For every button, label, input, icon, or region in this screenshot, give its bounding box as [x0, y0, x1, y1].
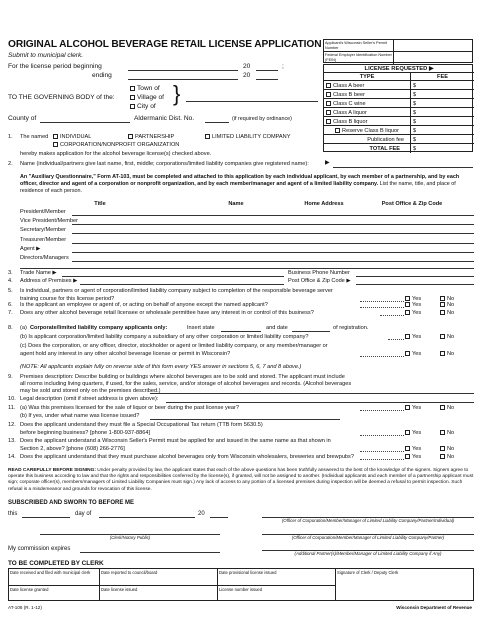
no-checkbox[interactable]: [440, 334, 445, 339]
total-fee-field[interactable]: [410, 144, 474, 153]
auxiliary-rest: List the name, title, and place of residence of each person.: [20, 180, 456, 194]
no-label: No: [447, 429, 455, 436]
question-number: 7.: [8, 310, 13, 316]
commission-field[interactable]: [80, 552, 220, 553]
yes-option[interactable]: [405, 310, 421, 317]
license-fee-field[interactable]: [410, 117, 474, 126]
alderman-note: (if required by ordinance): [232, 116, 292, 122]
question-text: (c) Does the corporation, or any officer, director, stockholder or agent or limited liability company, or any member/manager or: [20, 343, 328, 349]
officer-row-label: Agent ▶: [20, 245, 41, 252]
llc-checkbox[interactable]: [205, 134, 210, 139]
q9-line3: may be sold and stored only on the premises described.): [20, 388, 161, 394]
yes-checkbox[interactable]: [405, 454, 410, 459]
this-label: this: [8, 511, 18, 517]
clerk-date-provisional[interactable]: Date provisional license issued: [218, 569, 336, 586]
no-option[interactable]: [440, 454, 454, 461]
q8a-state-field[interactable]: [221, 331, 261, 332]
q8a-label: (a): [20, 325, 27, 331]
dollar-sign: $: [413, 109, 417, 116]
commission-label: My commission expires: [8, 546, 71, 552]
business-phone-label: Business Phone Number: [288, 270, 350, 276]
applicant-name-field[interactable]: [333, 167, 473, 168]
no-option[interactable]: [440, 334, 454, 341]
fein-label: Federal Employer Identification Number (FEIN): [324, 52, 394, 64]
no-checkbox[interactable]: [440, 454, 445, 459]
license-row[interactable]: [324, 90, 474, 99]
clerk-heading: TO BE COMPLETED BY CLERK: [8, 560, 104, 567]
no-checkbox[interactable]: [440, 430, 445, 435]
yes-label: Yes: [412, 334, 422, 340]
premises-description-field[interactable]: [150, 393, 474, 394]
fein-field[interactable]: [394, 52, 472, 64]
dollar-sign: $: [413, 145, 417, 152]
year-prefix: 20: [243, 63, 251, 70]
yes-checkbox[interactable]: [405, 446, 410, 451]
sellers-permit-field[interactable]: [394, 40, 472, 52]
day-field[interactable]: [22, 517, 70, 518]
yes-option[interactable]: [405, 334, 421, 341]
question-number: 11.: [8, 405, 16, 411]
question-text: Does the applicant understand they must file a Special Occupational Tax return (TTB form 5630.5): [20, 422, 263, 428]
leader-dots: [360, 410, 404, 411]
yes-option[interactable]: [405, 446, 421, 453]
village-label: Village of: [137, 94, 165, 101]
dollar-sign: $: [413, 100, 417, 107]
individual-option[interactable]: [53, 134, 91, 141]
license-checkbox[interactable]: [326, 110, 331, 115]
question-number: 12.: [8, 422, 16, 428]
clerk-notary-caption: (Clerk/Notary Public): [109, 535, 151, 540]
city-option[interactable]: [130, 103, 156, 111]
partnership-option[interactable]: [128, 134, 174, 141]
question-number: 5.: [8, 288, 13, 294]
officer-column-header: Home Address: [304, 201, 344, 207]
q8a-bold: Corporate/limited liability company applicants only:: [30, 325, 168, 331]
question-text: training course for this license period?: [20, 295, 115, 302]
no-checkbox[interactable]: [440, 351, 445, 356]
license-row[interactable]: [324, 117, 474, 126]
yes-label: Yes: [412, 454, 422, 460]
license-type-label: Class B beer: [333, 91, 366, 98]
fee-column: FEE: [410, 73, 474, 81]
yes-option[interactable]: [405, 302, 421, 309]
question-number: 6.: [8, 302, 13, 308]
sworn-year-field[interactable]: [210, 517, 228, 518]
q4-number: 4.: [8, 278, 13, 284]
officer-column-header: Name: [228, 201, 244, 207]
yes-checkbox[interactable]: [405, 310, 410, 315]
department-name: Wisconsin Department of Revenue: [396, 605, 472, 610]
address-premises-label: Address of Premises ▶: [20, 278, 78, 284]
signature-3-caption: (Additional Partner(s)/Member/Manager of Limited Liability Company if Any): [294, 551, 442, 556]
month-field[interactable]: [99, 517, 195, 518]
yes-option[interactable]: [405, 405, 421, 412]
license-type-label: Class A beer: [333, 82, 365, 89]
q9-number: 9.: [8, 374, 13, 380]
yes-checkbox[interactable]: [405, 430, 410, 435]
license-row[interactable]: [324, 99, 474, 108]
leader-dots: [360, 451, 404, 452]
license-fee-field[interactable]: [410, 90, 474, 99]
yes-checkbox[interactable]: [405, 334, 410, 339]
q2-text: Name (individual/partners give last name, first, middle; corporations/limited liability companies give registered name):: [20, 161, 309, 167]
dollar-sign: $: [413, 91, 417, 98]
corp-checkbox[interactable]: [53, 142, 58, 147]
question-text: (a) Was this premises licensed for the sale of liquor or beer during the past license year?: [20, 405, 239, 411]
q2-number: 2.: [8, 161, 13, 167]
license-fee-field[interactable]: [410, 81, 474, 90]
business-phone-field[interactable]: [356, 276, 474, 277]
po-zip-label: Post Office & Zip Code ▶: [288, 278, 351, 284]
no-label: No: [447, 302, 455, 308]
question-text: Does any other alcohol beverage retail licensee or wholesale permittee have any interest in or control of this business?: [20, 310, 314, 316]
no-label: No: [447, 295, 455, 302]
city-checkbox[interactable]: [130, 104, 135, 109]
leader-dots: [380, 315, 404, 316]
no-label: No: [447, 405, 455, 411]
brace: }: [173, 81, 181, 106]
officer-row-label: Directors/Managers: [20, 255, 69, 261]
year-prefix-end: 20: [243, 72, 251, 79]
q11b-field[interactable]: [150, 419, 340, 420]
question-text: Is individual, partners or agent of corporation/limited liability company subject to completion of the responsible beverage server: [20, 288, 333, 294]
question-number: 13.: [8, 438, 16, 444]
read-carefully-paragraph: [8, 468, 474, 493]
signature-1-caption: (Officer of Corporation/Member/Manager of Limited Liability Company/Partner/Individual): [281, 518, 455, 523]
yes-label: Yes: [412, 295, 422, 302]
clerk-date-granted[interactable]: Date license granted: [9, 586, 100, 601]
permit-box: [323, 39, 473, 63]
yes-label: Yes: [412, 429, 422, 436]
license-checkbox[interactable]: [326, 92, 331, 97]
license-fee-field[interactable]: [410, 108, 474, 117]
license-row[interactable]: [324, 108, 474, 117]
q11b-text: (b) If yes, under what name was license issued?: [20, 413, 140, 419]
q10-number: 10.: [8, 396, 16, 402]
officer-row-field[interactable]: [72, 224, 474, 225]
directors-extra-line[interactable]: [20, 268, 474, 269]
yes-option[interactable]: [405, 454, 421, 461]
no-checkbox[interactable]: [440, 446, 445, 451]
q8a-registration: of registration.: [333, 325, 369, 331]
officer-row-field[interactable]: [72, 215, 474, 216]
license-row[interactable]: [324, 126, 474, 135]
no-option[interactable]: [440, 302, 454, 309]
license-type-label: Reserve Class B liquor: [342, 127, 399, 134]
form-id: AT-106 (R. 1-12): [8, 605, 42, 610]
question-text: Is the applicant an employee or agent of, or acting on behalf of anyone except the named applicant?: [20, 302, 268, 308]
clerk-date-issued[interactable]: Date license issued: [100, 586, 218, 601]
license-type-label: Publication fee: [367, 136, 404, 143]
license-type-label: Class C wine: [333, 100, 366, 107]
no-label: No: [447, 445, 455, 452]
no-option[interactable]: [440, 446, 454, 453]
license-checkbox[interactable]: [326, 83, 331, 88]
total-fee-row[interactable]: [324, 144, 474, 153]
auxiliary-instructions: [20, 174, 475, 195]
no-label: No: [447, 454, 455, 460]
yes-checkbox[interactable]: [405, 405, 410, 410]
form-title: ORIGINAL ALCOHOL BEVERAGE RETAIL LICENSE APPLICATION: [8, 39, 322, 50]
total-fee-label: TOTAL FEE: [369, 145, 400, 152]
yes-label: Yes: [412, 350, 422, 357]
county-label: County of: [8, 115, 37, 122]
officer-row-label: Treasurer/Member: [20, 236, 67, 243]
leader-dots: [360, 301, 404, 302]
leader-dots: [360, 307, 404, 308]
trade-name-field[interactable]: [62, 276, 284, 277]
legal-description-field[interactable]: [166, 402, 474, 403]
question-text: agent hold any interest in any other alcohol beverage license or permit in Wisconsin?: [20, 350, 231, 357]
no-option[interactable]: [440, 351, 454, 358]
auxiliary-lead: An "Auxiliary Questionnaire," Form AT-103, must be completed and attached to this application by each individual applicant, by each member of a partnership, and by each officer, director and agent of a corporation or nonprofit organization, and by each member/manager and agent of a limited liability company.: [20, 174, 460, 187]
yes-label: Yes: [412, 405, 422, 411]
arrow-icon: ▶: [325, 160, 330, 166]
question-number: 14.: [8, 454, 16, 460]
question-text: before beginning business? [phone 1-800-937-8864]: [20, 429, 151, 436]
yes-checkbox[interactable]: [405, 351, 410, 356]
yes-option[interactable]: [405, 430, 421, 437]
license-checkbox[interactable]: [326, 101, 331, 106]
question-text: (b) Is applicant corporation/limited liability company a subsidiary of any other corporation or limited liability company?: [20, 334, 309, 340]
trade-name-label: Trade Name ▶: [20, 270, 57, 276]
day-of-label: day of: [75, 511, 92, 517]
signature-2-caption: (Officer of Corporation/Member/Manager of Limited Liability Company/Partner): [291, 535, 445, 540]
no-option[interactable]: [440, 430, 454, 437]
period-label: For the license period beginning: [8, 63, 102, 70]
dollar-sign: $: [413, 82, 417, 89]
license-fee-field[interactable]: [410, 99, 474, 108]
officer-row-field[interactable]: [72, 261, 474, 262]
question-text: Does the applicant understand a Wisconsin Seller's Permit must be applied for and issued in the same name as that shown in: [20, 438, 331, 444]
alderman-field[interactable]: [205, 122, 229, 123]
q10-text: Legal description (omit if street address is given above):: [20, 396, 159, 402]
partnership-checkbox[interactable]: [128, 134, 133, 139]
no-label: No: [447, 310, 455, 316]
officer-row-field[interactable]: [72, 252, 474, 253]
q9-line1: Premises description: Describe building or buildings where alcohol beverages are to be sold and stored. The applicant must include: [20, 374, 345, 380]
village-checkbox[interactable]: [130, 95, 135, 100]
license-checkbox[interactable]: [326, 119, 331, 124]
no-option[interactable]: [440, 310, 454, 317]
yes-checkbox[interactable]: [405, 296, 410, 301]
officer-column-header: Post Office & Zip Code: [381, 201, 443, 207]
po-zip-field[interactable]: [356, 284, 474, 285]
no-label: No: [447, 350, 455, 357]
village-option[interactable]: [130, 94, 164, 102]
dollar-sign: $: [413, 118, 417, 125]
clerk-box: [8, 568, 474, 601]
city-label: City of: [137, 103, 156, 110]
governing-label: TO THE GOVERNING BODY of the:: [8, 94, 115, 101]
q8a-state-label: Insert state: [187, 325, 215, 331]
q9-line2: all rooms including living quarters, if used, for the sales, service, and/or storage of alcohol beverages and records. (Alcohol beverages: [20, 381, 352, 387]
q3-number: 3.: [8, 270, 13, 276]
no-checkbox[interactable]: [440, 310, 445, 315]
individual-checkbox[interactable]: [53, 134, 58, 139]
municipality-field[interactable]: [186, 101, 318, 102]
yes-label: Yes: [412, 445, 422, 452]
question-text: Does the applicant understand that they must purchase alcohol beverages only from Wisconsin wholesalers, breweries and brewpubs?: [20, 454, 354, 460]
llc-label: LIMITED LIABILITY COMPANY: [212, 134, 291, 140]
sworn-heading: SUBSCRIBED AND SWORN TO BEFORE ME: [8, 500, 135, 506]
officer-row-label: Vice President/Member: [20, 218, 79, 225]
license-type-label: Class B liquor: [333, 118, 368, 125]
period-begin-field[interactable]: [128, 70, 238, 71]
license-fee-field[interactable]: [410, 135, 474, 144]
no-label: No: [447, 334, 455, 340]
officer-column-header: Title: [94, 201, 106, 207]
partnership-label: PARTNERSHIP: [135, 134, 175, 140]
officer-row-field[interactable]: [72, 243, 474, 244]
officer-row-field[interactable]: [72, 233, 474, 234]
q8a-date-field[interactable]: [292, 331, 330, 332]
question-text: Section 2, above? [phone (608) 266-2776]: [20, 445, 125, 452]
ending-label: ending: [92, 72, 112, 79]
corp-label: CORPORATION/NONPROFIT ORGANIZATION: [60, 142, 180, 148]
no-checkbox[interactable]: [440, 302, 445, 307]
corp-option[interactable]: [53, 142, 179, 149]
clerk-date-reported[interactable]: Date reported to council/board: [100, 569, 218, 586]
town-option[interactable]: [130, 85, 160, 93]
clerk-signature[interactable]: Signature of Clerk / Deputy Clerk: [337, 570, 399, 575]
address-premises-field[interactable]: [80, 284, 284, 285]
semicolon: ;: [282, 63, 284, 70]
town-label: Town of: [137, 85, 160, 92]
read-carefully-label: READ CAREFULLY BEFORE SIGNING:: [8, 468, 96, 473]
alderman-label: Aldermanic Dist. No.: [134, 115, 195, 122]
officer-row-label: Secretary/Member: [20, 227, 67, 234]
no-checkbox[interactable]: [440, 405, 445, 410]
yes-option[interactable]: [405, 351, 421, 358]
q1-number: 1.: [8, 134, 13, 140]
q1-named: The named: [20, 134, 49, 140]
period-end-field[interactable]: [128, 79, 238, 80]
year-prefix-sworn: 20: [198, 511, 205, 517]
llc-option[interactable]: [205, 134, 290, 141]
officer-row-label: President/Member: [20, 209, 66, 215]
period-end-year-field[interactable]: [256, 79, 278, 80]
period-begin-year-field[interactable]: [256, 70, 278, 71]
license-checkbox[interactable]: [335, 128, 340, 133]
license-table: [323, 64, 473, 152]
q8-note: (NOTE: All applicants explain fully on reverse side of this form every YES answer in sections 5, 6, 7 and 8 above.): [20, 364, 302, 370]
individual-label: INDIVIDUAL: [60, 134, 92, 140]
yes-checkbox[interactable]: [405, 302, 410, 307]
sellers-permit-label: Applicant's Wisconsin Seller's Permit Number: [324, 40, 394, 52]
yes-label: Yes: [412, 302, 422, 308]
license-row[interactable]: [324, 135, 474, 144]
q8a-date-label: and date: [266, 325, 288, 331]
leader-dots: [360, 459, 404, 460]
license-type-label: Class A liquor: [333, 109, 367, 116]
dollar-sign: $: [413, 136, 417, 143]
leader-dots: [388, 339, 404, 340]
leader-dots: [360, 356, 404, 357]
type-column: TYPE: [324, 73, 410, 81]
no-checkbox[interactable]: [440, 296, 445, 301]
license-requested-header: LICENSE REQUESTED ▶: [324, 65, 474, 73]
license-row[interactable]: [324, 81, 474, 90]
q1-hereby: hereby makes application for the alcohol beverage license(s) checked above.: [20, 151, 212, 157]
county-field[interactable]: [40, 122, 130, 123]
dollar-sign: $: [413, 127, 417, 134]
yes-label: Yes: [412, 310, 422, 316]
form-subtitle: Submit to municipal clerk.: [8, 52, 84, 59]
leader-dots: [360, 435, 404, 436]
license-fee-field[interactable]: [410, 126, 474, 135]
clerk-date-received[interactable]: Date received and filed with municipal clerk: [9, 569, 100, 586]
q8-number: 8.: [8, 325, 13, 331]
read-carefully-text: Under penalty provided by law, the applicant states that each of the above questions has been truthfully answered to the best of the knowledge of the signers. Signers agree to operate this business according to law and that the rights and responsibilities conferred by the license(s), if granted, will not be assigned to another. (Individual applicants and each member of a partnership applicant must sign; corporate officer(s), members/managers of Limited Liability Companies must sign.) Any lack of access to any portion of a licensed premises during inspection will be deemed a refusal to permit inspection. Such refusal is a misdemeanor and grounds for revocation of this license.: [8, 468, 474, 492]
town-checkbox[interactable]: [130, 86, 135, 91]
clerk-license-number[interactable]: License number issued: [218, 586, 336, 601]
no-option[interactable]: [440, 405, 454, 412]
